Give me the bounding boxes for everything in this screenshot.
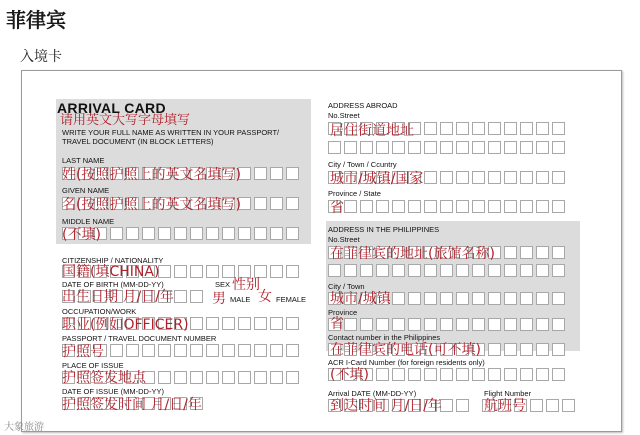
contact-value: 在菲律宾的电话(可不填) (330, 342, 481, 358)
page-title: 菲律宾 (6, 8, 66, 32)
passport-value: 护照号 (62, 344, 104, 360)
watermark-text: 大象旅游 (4, 422, 44, 433)
sex-male-label: MALE (230, 295, 251, 304)
last-name-value: 姓(按照护照上的英文名填写) (62, 167, 241, 183)
province-boxes[interactable] (328, 200, 565, 216)
passport-label: PASSPORT / TRAVEL DOCUMENT NUMBER (62, 334, 217, 343)
date-of-issue-value: 护照签发时间 月/日/年 (62, 397, 202, 413)
occupation-value: 职业(例如OFFICER) (62, 317, 189, 333)
given-name-label: GIVEN NAME (62, 186, 110, 195)
ph-address-label: ADDRESS IN THE PHILIPPINES (328, 225, 440, 234)
card-title-note: 请用英文大写字母填写 (60, 113, 191, 128)
acr-label: ACR I-Card Number (for foreign residents only) (328, 358, 485, 367)
city-country-value: 城市/城镇/国家 (330, 171, 424, 187)
instruction-line-2: TRAVEL DOCUMENT (IN BLOCK LETTERS) (62, 137, 214, 146)
arrival-card (21, 70, 622, 432)
acr-value: (不填) (330, 367, 369, 383)
citizenship-label: CITIZENSHIP / NATIONALITY (62, 256, 164, 265)
address-abroad-street-label: No.Street (328, 111, 360, 120)
middle-name-label: MIDDLE NAME (62, 217, 115, 226)
flight-number-label: Flight Number (484, 389, 532, 398)
address-abroad-value: 居住街道地址 (330, 123, 414, 139)
province-ph-label: Province (328, 308, 358, 317)
place-of-issue-label: PLACE OF ISSUE (62, 361, 124, 370)
date-of-issue-label: DATE OF ISSUE (MM-DD-YY) (62, 387, 164, 396)
dob-label: DATE OF BIRTH (MM-DD-YY) (62, 280, 164, 289)
arrival-date-label: Arrival DATE (MM-DD-YY) (328, 389, 417, 398)
last-name-label: LAST NAME (62, 156, 105, 165)
flight-number-value: 航班号 (484, 398, 526, 414)
address-abroad-label: ADDRESS ABROAD (328, 101, 398, 110)
middle-name-value: (不填) (62, 227, 101, 243)
sex-value: 性别 (232, 277, 260, 293)
instruction-line-1: WRITE YOUR FULL NAME AS WRITTEN IN YOUR PASSPORT/ (62, 128, 280, 137)
address-abroad-boxes-2[interactable] (328, 141, 565, 154)
city-town-value: 城市/城镇 (330, 291, 391, 307)
sex-male-cn: 男 (212, 291, 226, 307)
ph-address-value: 在菲律宾的地址(旅馆名称) (330, 246, 495, 262)
citizenship-value: 国籍(填CHINA) (62, 264, 160, 280)
given-name-value: 名(按照护照上的英文名填写) (62, 197, 241, 213)
city-country-label: City / Town / Ccuntry (328, 160, 397, 169)
card-title: ARRIVAL CARD (57, 100, 166, 116)
province-label: Province / State (328, 189, 381, 198)
province-ph-boxes[interactable] (328, 318, 565, 331)
city-town-label: City / Town (328, 282, 365, 291)
sex-label: SEX (215, 280, 231, 289)
contact-label: Contact number in the Philippines (328, 333, 441, 342)
place-of-issue-value: 护照签发地点 (62, 370, 146, 386)
province-value: 省 (330, 200, 344, 216)
occupation-label: OCCUPATION/WORK (62, 307, 137, 316)
ph-address-boxes-2[interactable] (328, 264, 565, 277)
sex-female-label: FEMALE (276, 295, 307, 304)
sex-female-cn: 女 (258, 289, 272, 305)
province-ph-value: 省 (330, 316, 344, 332)
ph-address-street-label: No.Street (328, 235, 360, 244)
page-subtitle: 入境卡 (20, 49, 62, 65)
arrival-date-value: 到达时间 月/日/年 (330, 398, 442, 414)
dob-value: 出生日期 月/日/年 (62, 289, 174, 305)
